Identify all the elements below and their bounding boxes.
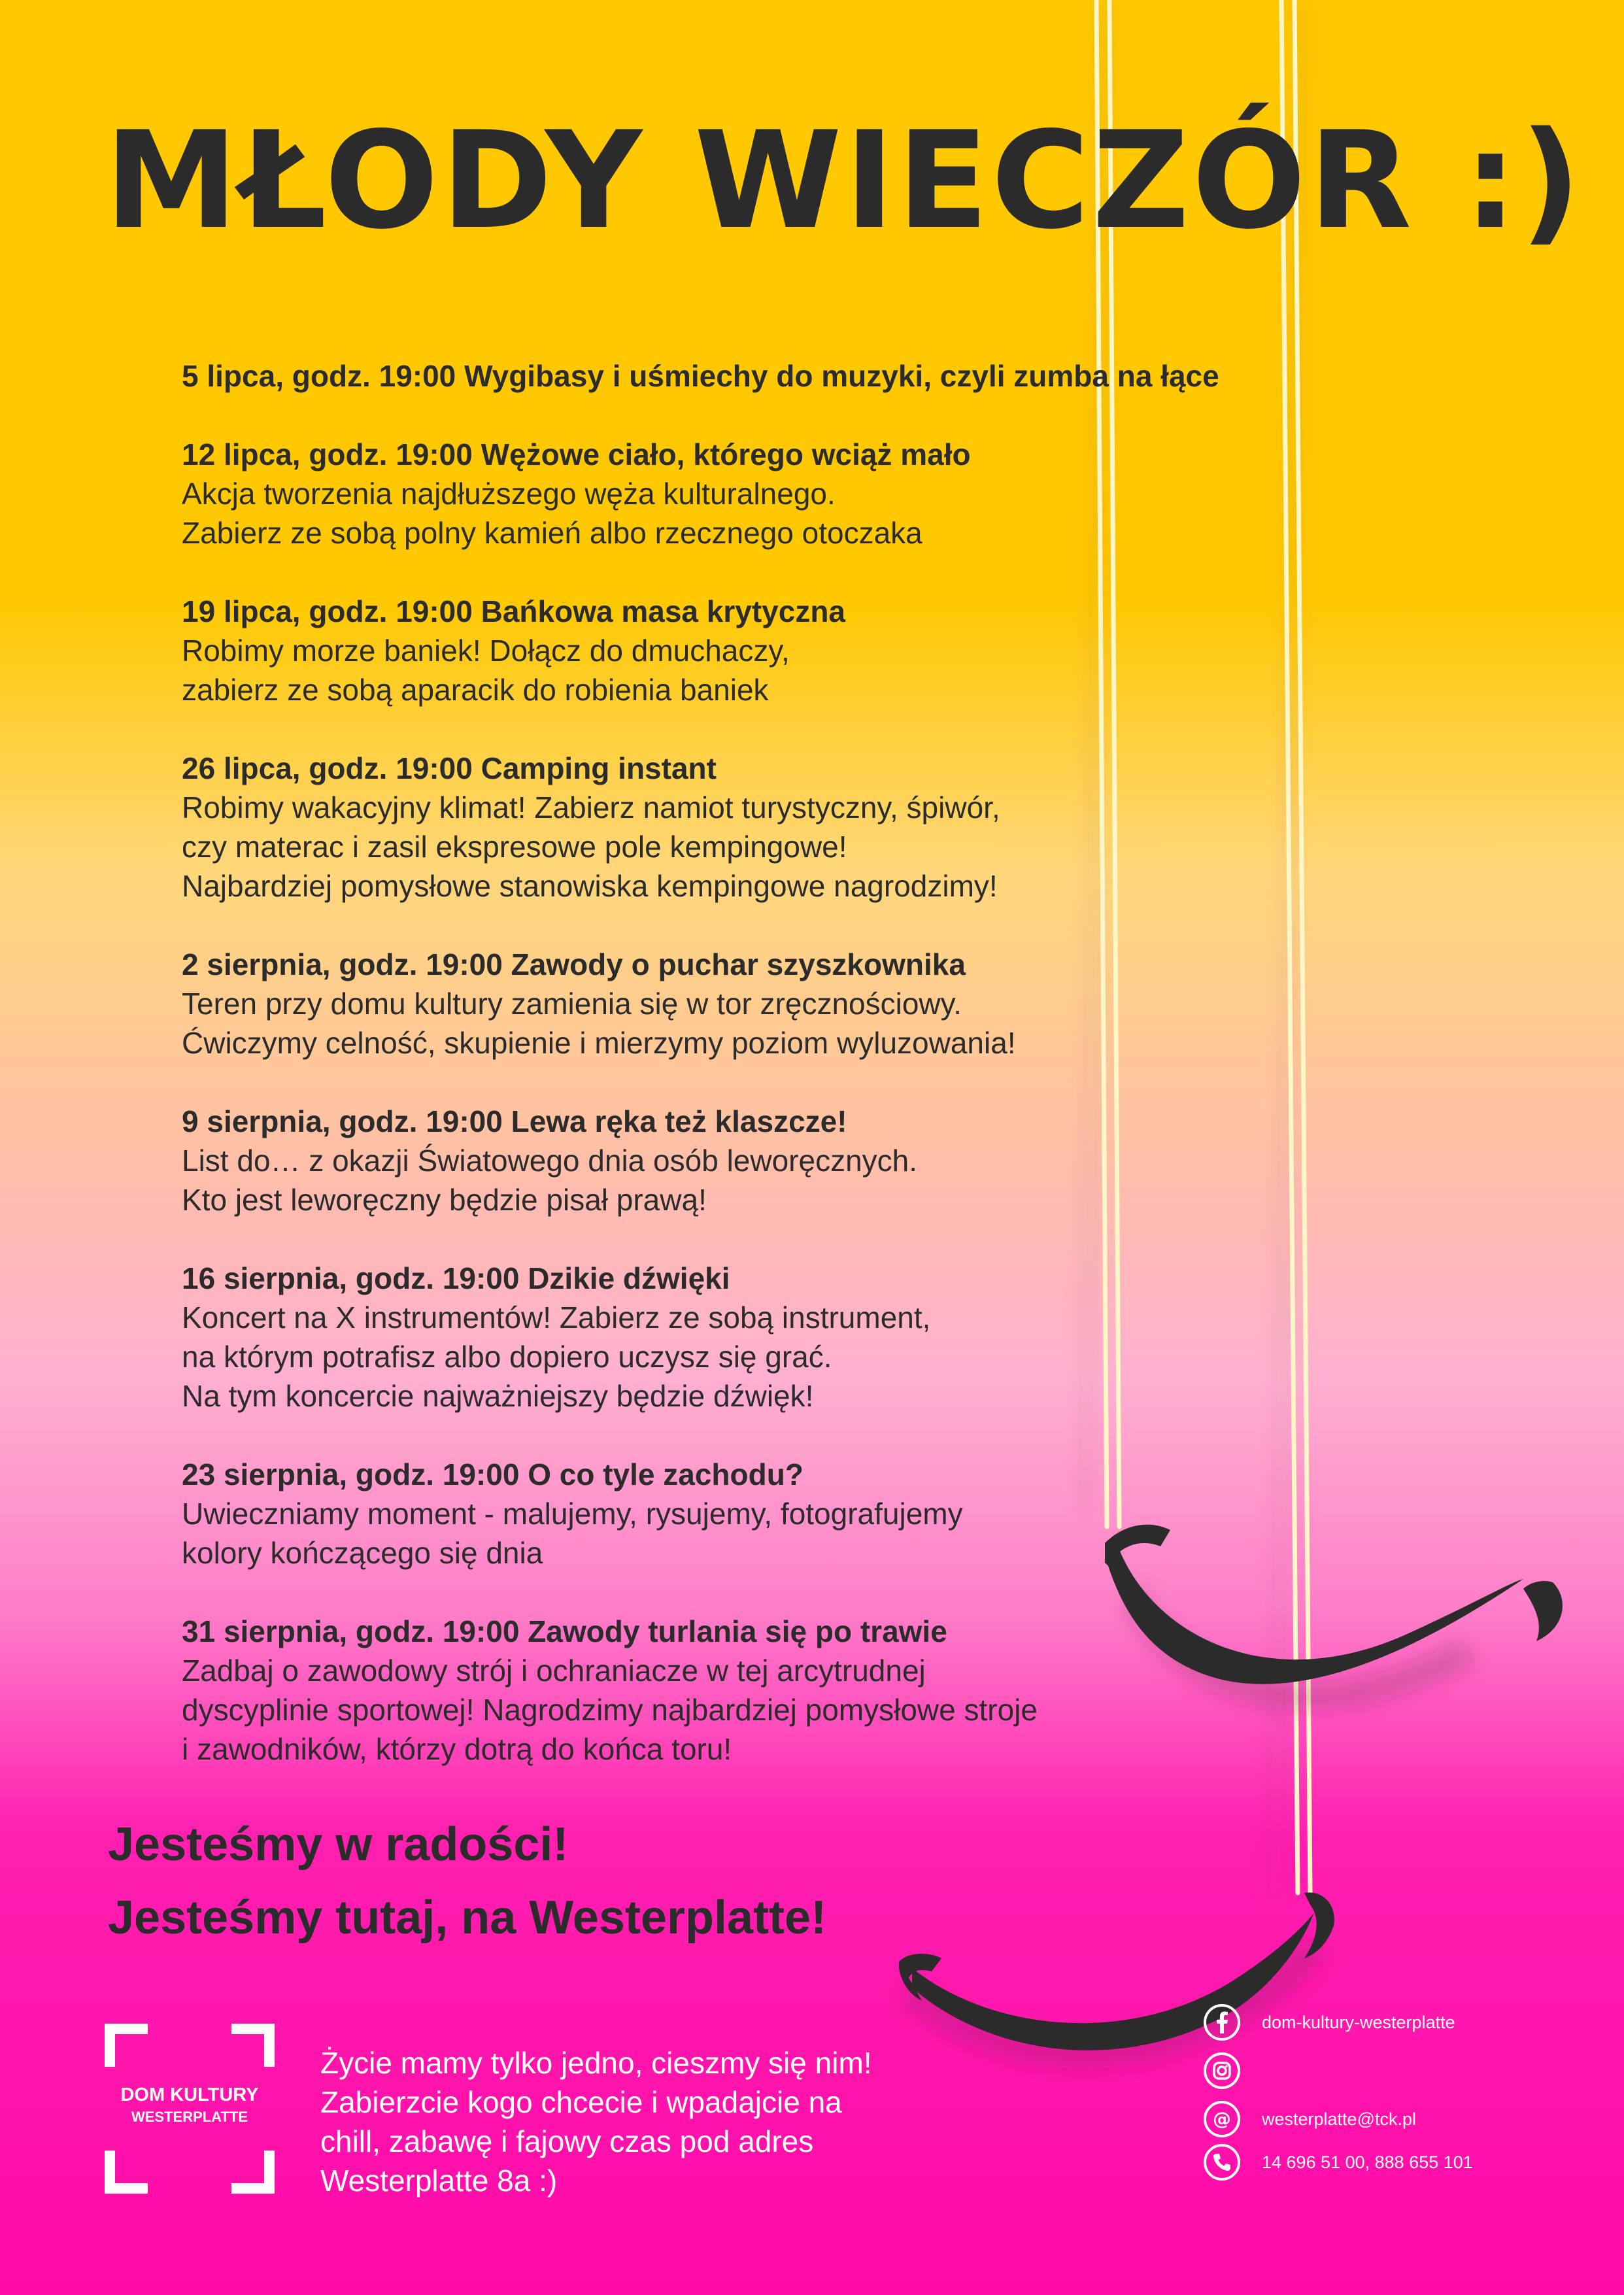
event-description: Uwieczniamy moment - malujemy, rysujemy, fotografujemy <box>182 1497 963 1531</box>
event-header: 2 sierpnia, godz. 19:00 Zawody o puchar szyszkownika <box>182 947 966 981</box>
event-description: Zadbaj o zawodowy strój i ochraniacze w tej arcytrudnej <box>182 1654 926 1688</box>
instagram-link[interactable] <box>1203 2052 1241 2090</box>
email-link[interactable] <box>1203 2100 1416 2138</box>
event-item <box>182 435 1359 552</box>
event-item <box>182 1455 1359 1572</box>
event-description: Akcja tworzenia najdłuższego węża kulturalnego. <box>182 477 836 511</box>
slogan-line-2: Jesteśmy tutaj, na Westerplatte! <box>108 1892 827 1944</box>
page-title: MŁODY WIECZÓR :) <box>105 103 1584 259</box>
footer-line: Zabierzcie kogo chcecie i wpadajcie na <box>320 2085 842 2119</box>
event-description: zabierz ze sobą aparacik do robienia baniek <box>182 673 769 707</box>
event-description: i zawodników, którzy dotrą do końca toru! <box>182 1732 732 1766</box>
footer-invitation <box>320 2043 974 2200</box>
event-description: Kto jest leworęczny będzie pisał prawą! <box>182 1183 707 1217</box>
event-item <box>182 592 1359 709</box>
event-description: Robimy morze baniek! Dołącz do dmuchaczy, <box>182 634 790 668</box>
footer-line: chill, zabawę i fajowy czas pod adres <box>320 2124 814 2158</box>
event-header: 31 sierpnia, godz. 19:00 Zawody turlania się po trawie <box>182 1614 947 1648</box>
event-description: Ćwiczymy celność, skupienie i mierzymy poziom wyluzowania! <box>182 1026 1016 1060</box>
footer-line: Życie mamy tylko jedno, cieszmy się nim! <box>320 2046 872 2080</box>
event-description: Koncert na X instrumentów! Zabierz ze sobą instrument, <box>182 1300 931 1334</box>
event-description: czy materac i zasil ekspresowe pole kempingowe! <box>182 830 847 864</box>
event-description: Na tym koncercie najważniejszy będzie dźwięk! <box>182 1379 814 1413</box>
email-address: westerplatte@tck.pl <box>1262 2109 1416 2129</box>
event-header: 16 sierpnia, godz. 19:00 Dzikie dźwięki <box>182 1261 730 1295</box>
event-list <box>182 356 1359 1808</box>
event-description: Zabierz ze sobą polny kamień albo rzecznego otoczaka <box>182 516 922 550</box>
facebook-icon <box>1203 2003 1241 2041</box>
phone-link[interactable] <box>1203 2143 1473 2181</box>
event-description: Teren przy domu kultury zamienia się w tor zręcznościowy. <box>182 987 962 1021</box>
event-header: 19 lipca, godz. 19:00 Bańkowa masa krytyczna <box>182 594 846 628</box>
phone-icon <box>1203 2143 1241 2181</box>
event-description: Najbardziej pomysłowe stanowiska kempingowe nagrodzimy! <box>182 869 998 903</box>
event-description: na którym potrafisz albo dopiero uczysz się grać. <box>182 1340 832 1374</box>
event-item <box>182 356 1359 396</box>
event-item <box>182 749 1359 906</box>
slogan-line-1: Jesteśmy w radości! <box>108 1818 569 1871</box>
event-item <box>182 1259 1359 1416</box>
event-description: Robimy wakacyjny klimat! Zabierz namiot turystyczny, śpiwór, <box>182 790 1000 824</box>
facebook-handle: dom-kultury-westerplatte <box>1262 2012 1455 2032</box>
logo-subtitle: WESTERPLATTE <box>131 2109 248 2125</box>
event-header: 23 sierpnia, godz. 19:00 O co tyle zachodu? <box>182 1457 804 1491</box>
instagram-icon <box>1203 2052 1241 2090</box>
event-header: 26 lipca, godz. 19:00 Camping instant <box>182 751 717 785</box>
organization-logo <box>105 2024 275 2194</box>
event-item <box>182 1612 1359 1769</box>
event-header: 12 lipca, godz. 19:00 Wężowe ciało, którego wciąż mało <box>182 437 971 471</box>
phone-numbers: 14 696 51 00, 888 655 101 <box>1262 2152 1473 2172</box>
facebook-link[interactable] <box>1203 2003 1455 2041</box>
event-header: 9 sierpnia, godz. 19:00 Lewa ręka też klaszcze! <box>182 1104 847 1138</box>
logo-title: DOM KULTURY <box>120 2084 259 2105</box>
svg-text:@: @ <box>1213 2108 1231 2130</box>
event-item <box>182 945 1359 1062</box>
email-icon <box>1203 2100 1241 2138</box>
footer-line: Westerplatte 8a :) <box>320 2164 558 2198</box>
event-description: kolory kończącego się dnia <box>182 1536 543 1570</box>
event-header: 5 lipca, godz. 19:00 Wygibasy i uśmiechy do muzyki, czyli zumba na łące <box>182 359 1219 393</box>
event-item <box>182 1102 1359 1219</box>
event-description: dyscyplinie sportowej! Nagrodzimy najbardziej pomysłowe stroje <box>182 1693 1038 1727</box>
event-description: List do… z okazji Światowego dnia osób leworęcznych. <box>182 1144 918 1178</box>
